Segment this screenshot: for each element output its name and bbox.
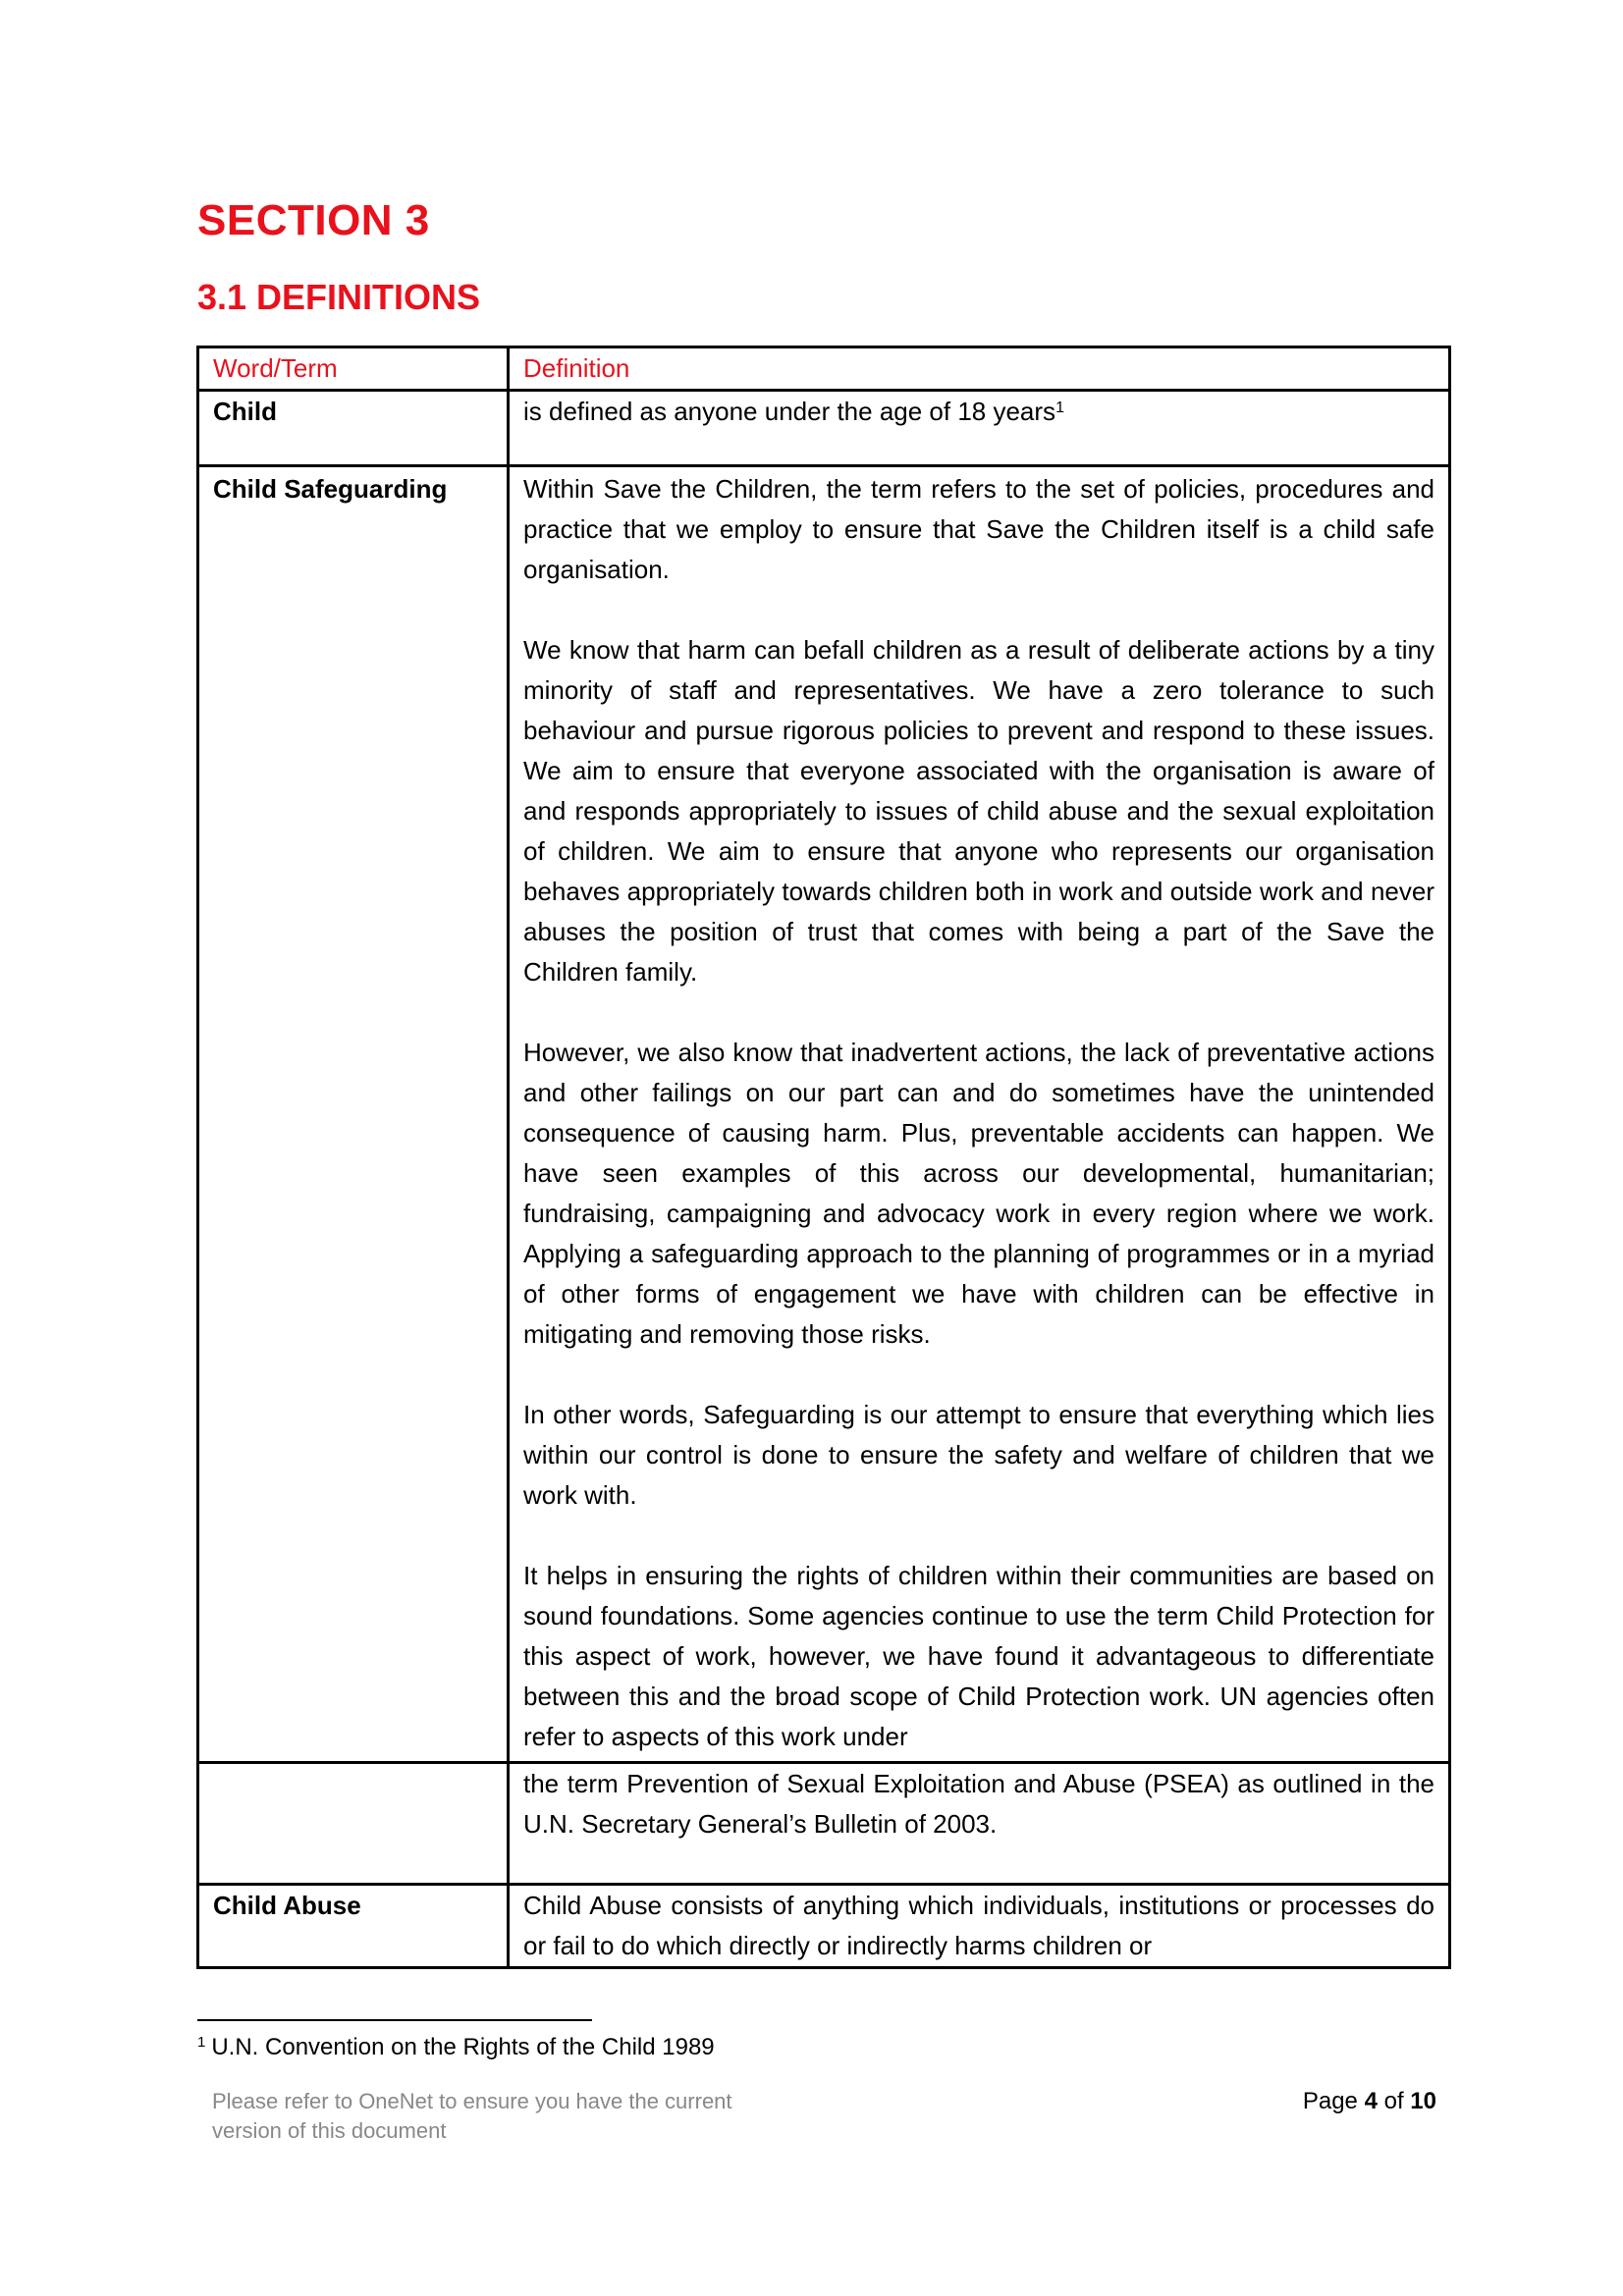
footnote-separator — [197, 2019, 592, 2021]
term-cell: Child Safeguarding — [198, 466, 509, 1763]
page-total: 10 — [1410, 2088, 1436, 2114]
definition-paragraph: However, we also know that inadvertent actions, the lack of preventative actions and other failings on our part can and do sometimes have the unintended consequence of causing harm. Plus, preventable accidents can happen. We have seen examples of this across our developmental, humanitarian; fundraising, campaigning and advocacy work in every region where we work. Applying a safeguarding approach to the planning of programmes or in a myriad of other forms of engagement we have with children can be effective in mitigating and removing those risks. — [523, 1038, 1434, 1349]
definition-paragraph: Child Abuse consists of anything which individuals, institutions or processes do or fail to do which directly or indirectly harms children or — [523, 1891, 1434, 1960]
definition-cell — [509, 1885, 1450, 1968]
footer-note-line: version of this document — [212, 2118, 447, 2143]
page-current: 4 — [1364, 2088, 1378, 2114]
footer-note — [212, 2087, 801, 2146]
definition-paragraph: In other words, Safeguarding is our attempt to ensure that everything which lies within our control is done to ensure the safety and welfare of children that we work with. — [523, 1400, 1434, 1510]
footnote-text: U.N. Convention on the Rights of the Child 1989 — [211, 2034, 715, 2060]
table-row — [198, 1885, 1450, 1968]
definitions-table — [196, 346, 1451, 1969]
footnote-number: 1 — [197, 2034, 206, 2051]
footnote-ref: 1 — [1055, 400, 1064, 416]
subsection-title: 3.1 DEFINITIONS — [197, 277, 481, 317]
section-title: SECTION 3 — [197, 196, 430, 244]
table-row — [198, 466, 1450, 1763]
definition-paragraph: is defined as anyone under the age of 18 years$^1$ — [523, 397, 1064, 426]
term-cell: Child — [198, 391, 509, 466]
definition-paragraph: the term Prevention of Sexual Exploitation and Abuse (PSEA) as outlined in the U.N. Secretary General’s Bulletin of 2003. — [523, 1769, 1434, 1839]
definition-paragraph: We know that harm can befall children as a result of deliberate actions by a tiny minority of staff and representatives. We have a zero tolerance to such behaviour and pursue rigorous policies to prevent and respond to these issues. We aim to ensure that everyone associated with the organisation is aware of and responds appropriately to issues of child abuse and the sexual exploitation of children. We aim to ensure that anyone who represents our organisation behaves appropriately towards children both in work and outside work and never abuses the position of trust that comes with being a part of the Save the Children family. — [523, 635, 1434, 987]
table-row — [198, 1763, 1450, 1885]
header-word-term: Word/Term — [198, 347, 509, 391]
term-cell: Child Abuse — [198, 1885, 509, 1968]
table-row — [198, 391, 1450, 466]
definition-cell — [509, 1763, 1450, 1885]
definition-paragraph: It helps in ensuring the rights of children within their communities are based on sound foundations. Some agencies continue to use the term Child Protection for this aspect of work, however, we have found it advantageous to differentiate between this and the broad scope of Child Protection work. UN agencies often refer to aspects of this work under — [523, 1561, 1434, 1751]
definition-cell — [509, 391, 1450, 466]
footer-note-line: Please refer to OneNet to ensure you have the current — [212, 2089, 732, 2113]
definition-cell — [509, 466, 1450, 1763]
definition-paragraph: Within Save the Children, the term refers to the set of policies, procedures and practice that we employ to ensure that Save the Children itself is a child safe organisation. — [523, 474, 1434, 584]
footnote — [197, 2034, 715, 2061]
page-number: Page 4 of 10 — [1302, 2088, 1436, 2114]
header-definition: Definition — [509, 347, 1450, 391]
term-cell — [198, 1763, 509, 1885]
table-header-row — [198, 347, 1450, 391]
